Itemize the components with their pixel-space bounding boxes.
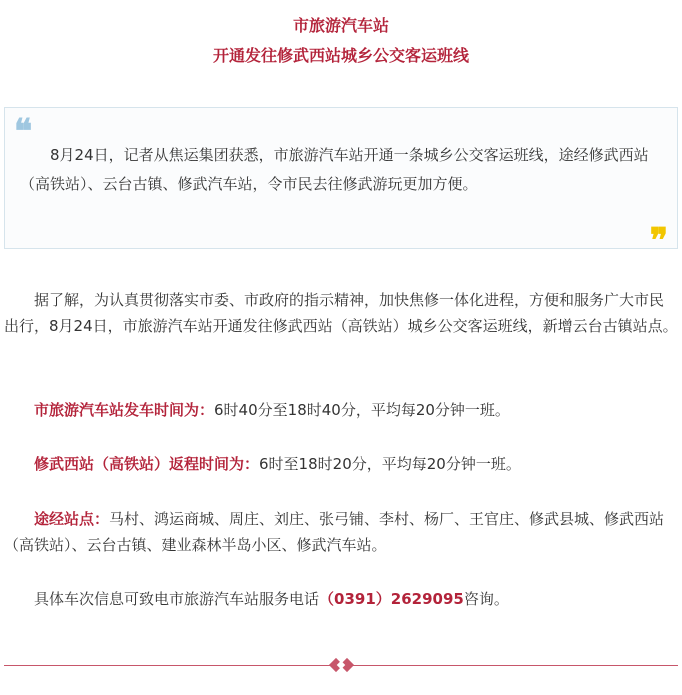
article-title-line1: 市旅游汽车站	[292, 16, 389, 35]
departure-time-paragraph	[4, 397, 678, 423]
return-time-paragraph	[4, 451, 678, 477]
stops-paragraph	[4, 506, 678, 558]
departure-time-label: 市旅游汽车站发车时间为：	[34, 401, 215, 419]
close-quote-icon: ❞	[649, 221, 668, 261]
contact-phone: （0391）2629095	[319, 590, 464, 608]
article-title-line2: 开通发往修武西站城乡公交客运班线	[212, 46, 469, 65]
contact-paragraph	[4, 586, 678, 612]
return-time-label: 修武西站（高铁站）返程时间为：	[34, 455, 260, 473]
open-quote-icon: ❝	[14, 112, 33, 152]
departure-time-text: 6时40分至18时40分，平均每20分钟一班。	[214, 401, 510, 419]
intro-paragraph: 据了解，为认真贯彻落实市委、市政府的指示精神，加快焦修一体化进程，方便和服务广大市民出行，8月24日，市旅游汽车站开通发往修武西站（高铁站）城乡公交客运班线，新增云台古镇站点。	[4, 291, 678, 335]
contact-prefix: 具体车次信息可致电市旅游汽车站服务电话	[34, 590, 320, 608]
stops-text: 马村、鸿运商城、周庄、刘庄、张弓铺、李村、杨厂、王官庄、修武县城、修武西站（高铁站）、云台古镇、建业森林半岛小区、修武汽车站。	[4, 510, 665, 554]
lead-quote-box	[4, 107, 678, 261]
stops-label: 途经站点：	[34, 510, 110, 528]
lead-quote-text: 8月24日，记者从焦运集团获悉，市旅游汽车站开通一条城乡公交客运班线，途经修武西站（高铁站）、云台古镇、修武汽车站，令市民去往修武游玩更加方便。	[20, 146, 649, 193]
contact-suffix: 咨询。	[463, 590, 509, 608]
return-time-text: 6时至18时20分，平均每20分钟一班。	[259, 455, 521, 473]
